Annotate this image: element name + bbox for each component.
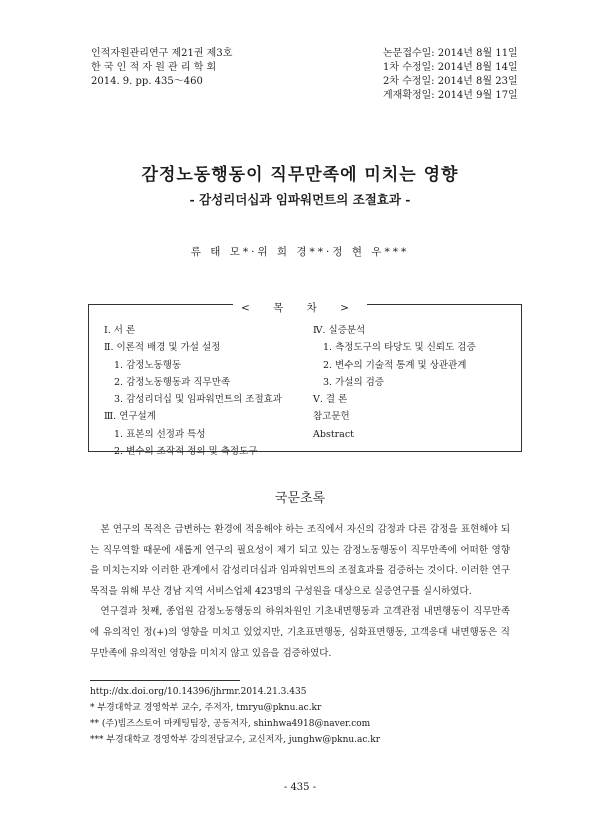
journal-info: [91, 47, 232, 89]
accepted-date: 게재확정일: 2014년 9월 17일: [383, 90, 518, 101]
toc-item: Abstract: [313, 428, 354, 440]
footnote-corresponding-author: *** 부경대학교 경영학부 강의전담교수, 교신저자, junghw@pknu.ac.kr: [90, 735, 381, 745]
toc-item: Ⅴ. 결 론: [313, 394, 348, 406]
toc-heading-wrap: [0, 296, 600, 315]
footnote-co-author: ** (주)빔즈스토어 마케팅팀장, 공동저자, shinhwa4918@naver.com: [90, 719, 371, 729]
toc-item: 참고문헌: [313, 411, 350, 423]
toc-item: Ⅰ. 서 론: [104, 325, 136, 336]
toc-right-column: [313, 322, 476, 443]
second-revision-date: 2차 수정일: 2014년 8월 23일: [383, 76, 518, 87]
toc-item: Ⅳ. 실증분석: [313, 325, 366, 336]
footnotes: [90, 684, 380, 748]
abstract-body: [90, 520, 510, 664]
toc-subitem: 3. 가설의 검증: [323, 376, 384, 388]
toc-heading: < 목 차 >: [233, 302, 367, 314]
toc-left-column: [104, 322, 282, 460]
abstract-title: 국문초록: [274, 491, 326, 506]
paper-subtitle: - 감성리더십과 임파워먼트의 조절효과 -: [189, 192, 411, 207]
society-name: 한 국 인 적 자 원 관 리 학 회: [91, 62, 217, 73]
page-number: - 435 -: [283, 782, 317, 793]
toc-subitem: 2. 변수의 조작적 정의 및 측정도구: [114, 446, 258, 458]
toc-subitem: 2. 감정노동행동과 직무만족: [114, 376, 231, 388]
abstract-paragraph: 연구결과 첫째, 종업원 감정노동행동의 하위차원인 기초내면행동과 고객관점 내면행동이 직무만족에 유의적인 정(+)의 영향을 미치고 있었지만, 기초표면행동, 심화표면행동, 고객응대 내면행동은 직무만족에 유의적인 영향을 미치지 않고 있음을 검증하였다.: [90, 606, 510, 659]
toc-item: Ⅱ. 이론적 배경 및 가설 설정: [104, 342, 221, 354]
toc-item: Ⅲ. 연구설계: [104, 411, 156, 423]
doi-link[interactable]: http://dx.doi.org/10.14396/jhrmr.2014.21.3.435: [90, 687, 307, 697]
author-list: 류 태 모*·위 희 경**·정 현 우***: [190, 246, 410, 258]
toc-subitem: 1. 감정노동행동: [114, 359, 182, 371]
footnote-first-author: * 부경대학교 경영학부 교수, 주저자, tmryu@pknu.ac.kr: [90, 703, 322, 713]
toc-subitem: 3. 감성리더십 및 임파워먼트의 조절효과: [114, 394, 282, 406]
issue-pages: 2014. 9. pp. 435～460: [91, 76, 203, 87]
submission-dates: [383, 47, 518, 103]
first-revision-date: 1차 수정일: 2014년 8월 14일: [383, 62, 518, 73]
toc-subitem: 1. 측정도구의 타당도 및 신뢰도 검증: [323, 342, 476, 354]
toc-subitem: 1. 표본의 선정과 특성: [114, 428, 206, 440]
received-date: 논문접수일: 2014년 8월 11일: [383, 48, 518, 59]
toc-subitem: 2. 변수의 기술적 통계 및 상관관계: [323, 359, 467, 371]
footnote-divider: [90, 680, 240, 681]
paper-title: 감정노동행동이 직무만족에 미치는 영향: [141, 165, 459, 185]
journal-name: 인적자원관리연구 제21권 제3호: [91, 48, 233, 59]
abstract-paragraph: 본 연구의 목적은 급변하는 환경에 적응해야 하는 조직에서 자신의 감정과 다른 감정을 표현해야 되는 직무역할 때문에 새롭게 연구의 필요성이 제기 되고 있는 감정노동행동이 직무만족에 어떠한 영향을 미치는지와 이러한 관계에서 감성리더십과 임파워먼트의 조절효과를 검증하는 것이다. 이러한 연구 목적을 위해 부산 경남 지역 서비스업체 423명의 구성원을 대상으로 실증연구를 실시하였다.: [90, 524, 510, 597]
